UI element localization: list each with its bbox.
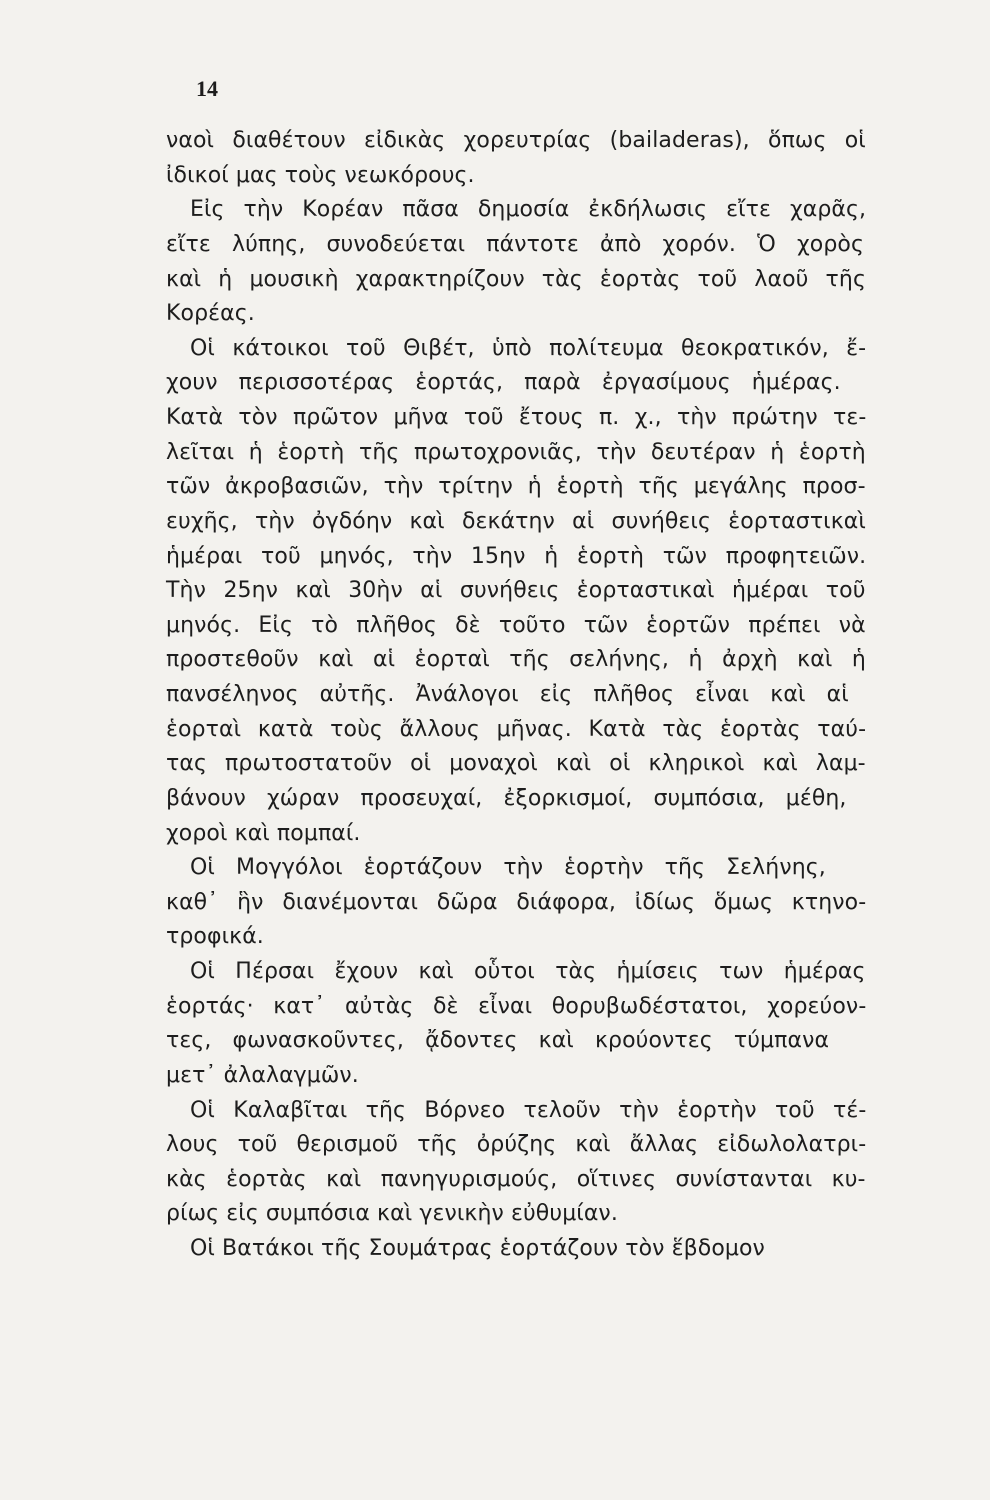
text-line: Εἰς τὴν Κορέαν πᾶσα δημοσία ἐκδήλωσις εἴτε χαρᾶς, bbox=[190, 197, 867, 223]
text-line: χουν περισσοτέρας ἑορτάς, παρὰ ἐργασίμους ἡμέρας. bbox=[166, 370, 841, 396]
text-line: Οἱ Μογγόλοι ἑορτάζουν τὴν ἑορτὴν τῆς Σελήνης, bbox=[190, 855, 826, 881]
text-line: εἴτε λύπης, συνοδεύεται πάντοτε ἀπὸ χορόν. Ὁ χορὸς bbox=[166, 231, 864, 257]
text-line: μηνός. Εἰς τὸ πλῆθος δὲ τοῦτο τῶν ἑορτῶν πρέπει νὰ bbox=[166, 612, 866, 638]
text-line: Οἱ Πέρσαι ἔχουν καὶ οὗτοι τὰς ἡμίσεις των ἡμέρας bbox=[190, 959, 866, 984]
text-line: τες, φωνασκοῦντες, ᾄδοντες καὶ κρούοντες τύμπανα bbox=[166, 1028, 830, 1054]
text-line: τας πρωτοστατοῦν οἱ μοναχοὶ καὶ οἱ κληρικοὶ καὶ λαμ- bbox=[166, 751, 866, 777]
text-line: Κορέας. bbox=[166, 301, 255, 327]
text-line: κὰς ἑορτὰς καὶ πανηγυρισμούς, οἵτινες συνίστανται κυ- bbox=[166, 1166, 866, 1192]
text-line: χοροὶ καὶ πομπαί. bbox=[166, 820, 361, 846]
text-line: καθ᾽ ἣν διανέμονται δῶρα διάφορα, ἰδίως ὅμως κτηνο- bbox=[166, 889, 867, 915]
text-line: Οἱ Καλαβῖται τῆς Βόρνεο τελοῦν τὴν ἑορτὴν τοῦ τέ- bbox=[190, 1097, 867, 1123]
text-line: ἑορτάς· κατ᾽ αὐτὰς δὲ εἶναι θορυβωδέστατοι, χορεύον- bbox=[166, 993, 867, 1019]
text-line: Οἱ κάτοικοι τοῦ Θιβέτ, ὑπὸ πολίτευμα θεοκρατικόν, ἔ- bbox=[190, 335, 867, 361]
text-line: βάνουν χώραν προσευχαί, ἐξορκισμοί, συμπόσια, μέθη, bbox=[166, 785, 847, 811]
text-line: λους τοῦ θερισμοῦ τῆς ὀρύζης καὶ ἄλλας εἰδωλολατρι- bbox=[166, 1132, 867, 1158]
text-line: ἡμέραι τοῦ μηνός, τὴν 15ην ἡ ἑορτὴ τῶν προφητειῶν. bbox=[166, 543, 867, 569]
text-line: μετ᾽ ἀλαλαγμῶν. bbox=[166, 1062, 359, 1088]
text-line: καὶ ἡ μουσικὴ χαρακτηρίζουν τὰς ἑορτὰς τοῦ λαοῦ τῆς bbox=[166, 266, 866, 292]
text-line: λεῖται ἡ ἑορτὴ τῆς πρωτοχρονιᾶς, τὴν δευτέραν ἡ ἑορτὴ bbox=[166, 439, 866, 465]
text-line: ρίως εἰς συμπόσια καὶ γενικὴν εὐθυμίαν. bbox=[166, 1201, 618, 1227]
text-line: τῶν ἀκροβασιῶν, τὴν τρίτην ἡ ἑορτὴ τῆς μεγάλης προσ- bbox=[166, 474, 866, 500]
text-line: Οἱ Βατάκοι τῆς Σουμάτρας ἑορτάζουν τὸν ἕβδομον bbox=[190, 1236, 765, 1261]
text-line: ναοὶ διαθέτουν εἰδικὰς χορευτρίας (bailaderas), ὅπως οἱ bbox=[166, 128, 866, 153]
text-line: ευχῆς, τὴν ὀγδόην καὶ δεκάτην αἱ συνήθεις ἑορταστικαὶ bbox=[166, 508, 866, 534]
text-line: ἰδικοί μας τοὺς νεωκόρους. bbox=[166, 162, 475, 188]
text-line: ἑορταὶ κατὰ τοὺς ἄλλους μῆνας. Κατὰ τὰς ἑορτὰς ταύ- bbox=[166, 716, 867, 742]
text-line: τροφικά. bbox=[166, 924, 264, 950]
body-text bbox=[166, 124, 866, 1267]
page-number: 14 bbox=[196, 76, 218, 101]
text-line: προστεθοῦν καὶ αἱ ἑορταὶ τῆς σελήνης, ἡ ἀρχὴ καὶ ἡ bbox=[166, 647, 866, 673]
text-line: πανσέληνος αὐτῆς. Ἀνάλογοι εἰς πλῆθος εἶναι καὶ αἱ bbox=[166, 682, 849, 707]
text-line: Τὴν 25ην καὶ 30ὴν αἱ συνήθεις ἑορταστικαὶ ἡμέραι τοῦ bbox=[166, 578, 866, 604]
text-line: Κατὰ τὸν πρῶτον μῆνα τοῦ ἔτους π. χ., τὴν πρώτην τε- bbox=[166, 405, 867, 430]
